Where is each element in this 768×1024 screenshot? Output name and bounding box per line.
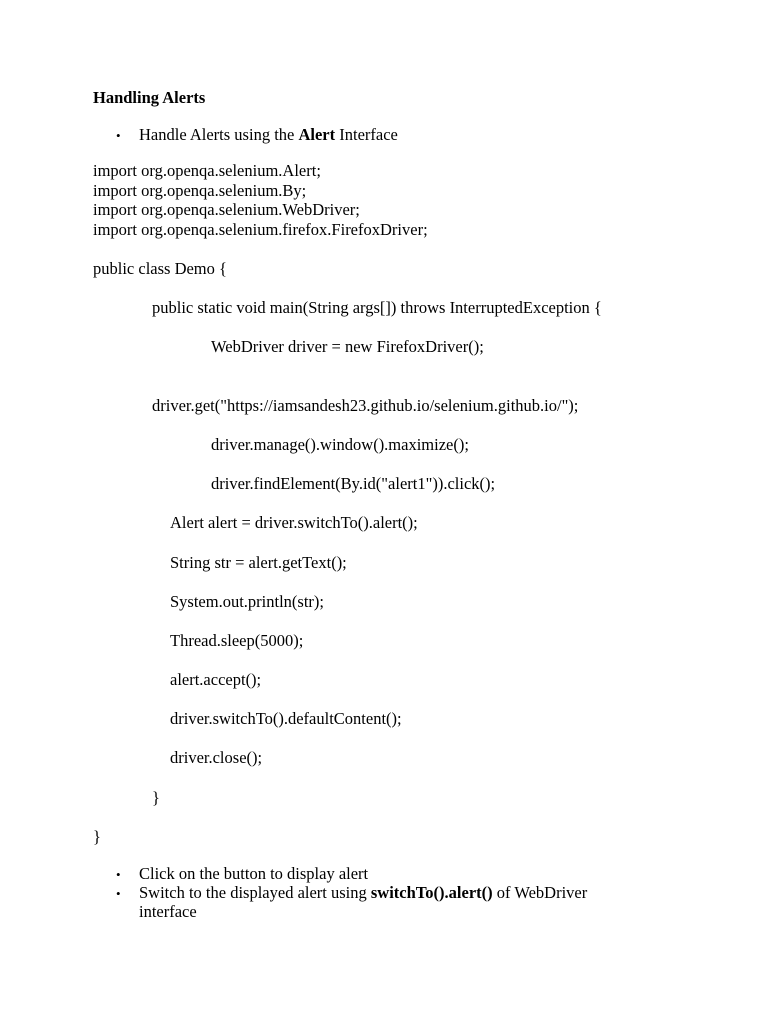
bullet-icon: •: [116, 886, 121, 901]
code-line-find-element: driver.findElement(By.id("alert1")).click();: [211, 474, 496, 493]
bullet-alert-interface: Handle Alerts using the Alert Interface: [139, 125, 398, 144]
bullet-icon: •: [116, 128, 121, 143]
code-line-default-content: driver.switchTo().defaultContent();: [170, 709, 402, 728]
import-line: import org.openqa.selenium.By;: [93, 181, 307, 200]
code-line-alert-switch: Alert alert = driver.switchTo().alert();: [170, 513, 418, 532]
method-closing-brace: }: [152, 788, 160, 807]
class-declaration: public class Demo {: [93, 259, 227, 278]
code-line-sleep: Thread.sleep(5000);: [170, 631, 304, 650]
import-line: import org.openqa.selenium.firefox.FirefoxDriver;: [93, 220, 428, 239]
code-line-get-text: String str = alert.getText();: [170, 553, 347, 572]
import-line: import org.openqa.selenium.WebDriver;: [93, 200, 360, 219]
code-line-close: driver.close();: [170, 748, 263, 767]
bullet-click-button: Click on the button to display alert: [139, 864, 369, 883]
page-title: Handling Alerts: [93, 88, 206, 107]
bullet-switch-alert: Switch to the displayed alert using switchTo().alert() of WebDriver: [139, 883, 588, 902]
code-line-maximize: driver.manage().window().maximize();: [211, 435, 469, 454]
code-line-driver-get: driver.get("https://iamsandesh23.github.io/selenium.github.io/");: [152, 396, 579, 415]
class-closing-brace: }: [93, 827, 101, 846]
bullet-icon: •: [116, 867, 121, 882]
code-line-driver-init: WebDriver driver = new FirefoxDriver();: [211, 337, 484, 356]
bullet-switch-alert-continuation: interface: [139, 902, 197, 921]
code-line-accept: alert.accept();: [170, 670, 262, 689]
import-line: import org.openqa.selenium.Alert;: [93, 161, 321, 180]
main-method-declaration: public static void main(String args[]) throws InterruptedException {: [152, 298, 602, 317]
code-line-println: System.out.println(str);: [170, 592, 324, 611]
